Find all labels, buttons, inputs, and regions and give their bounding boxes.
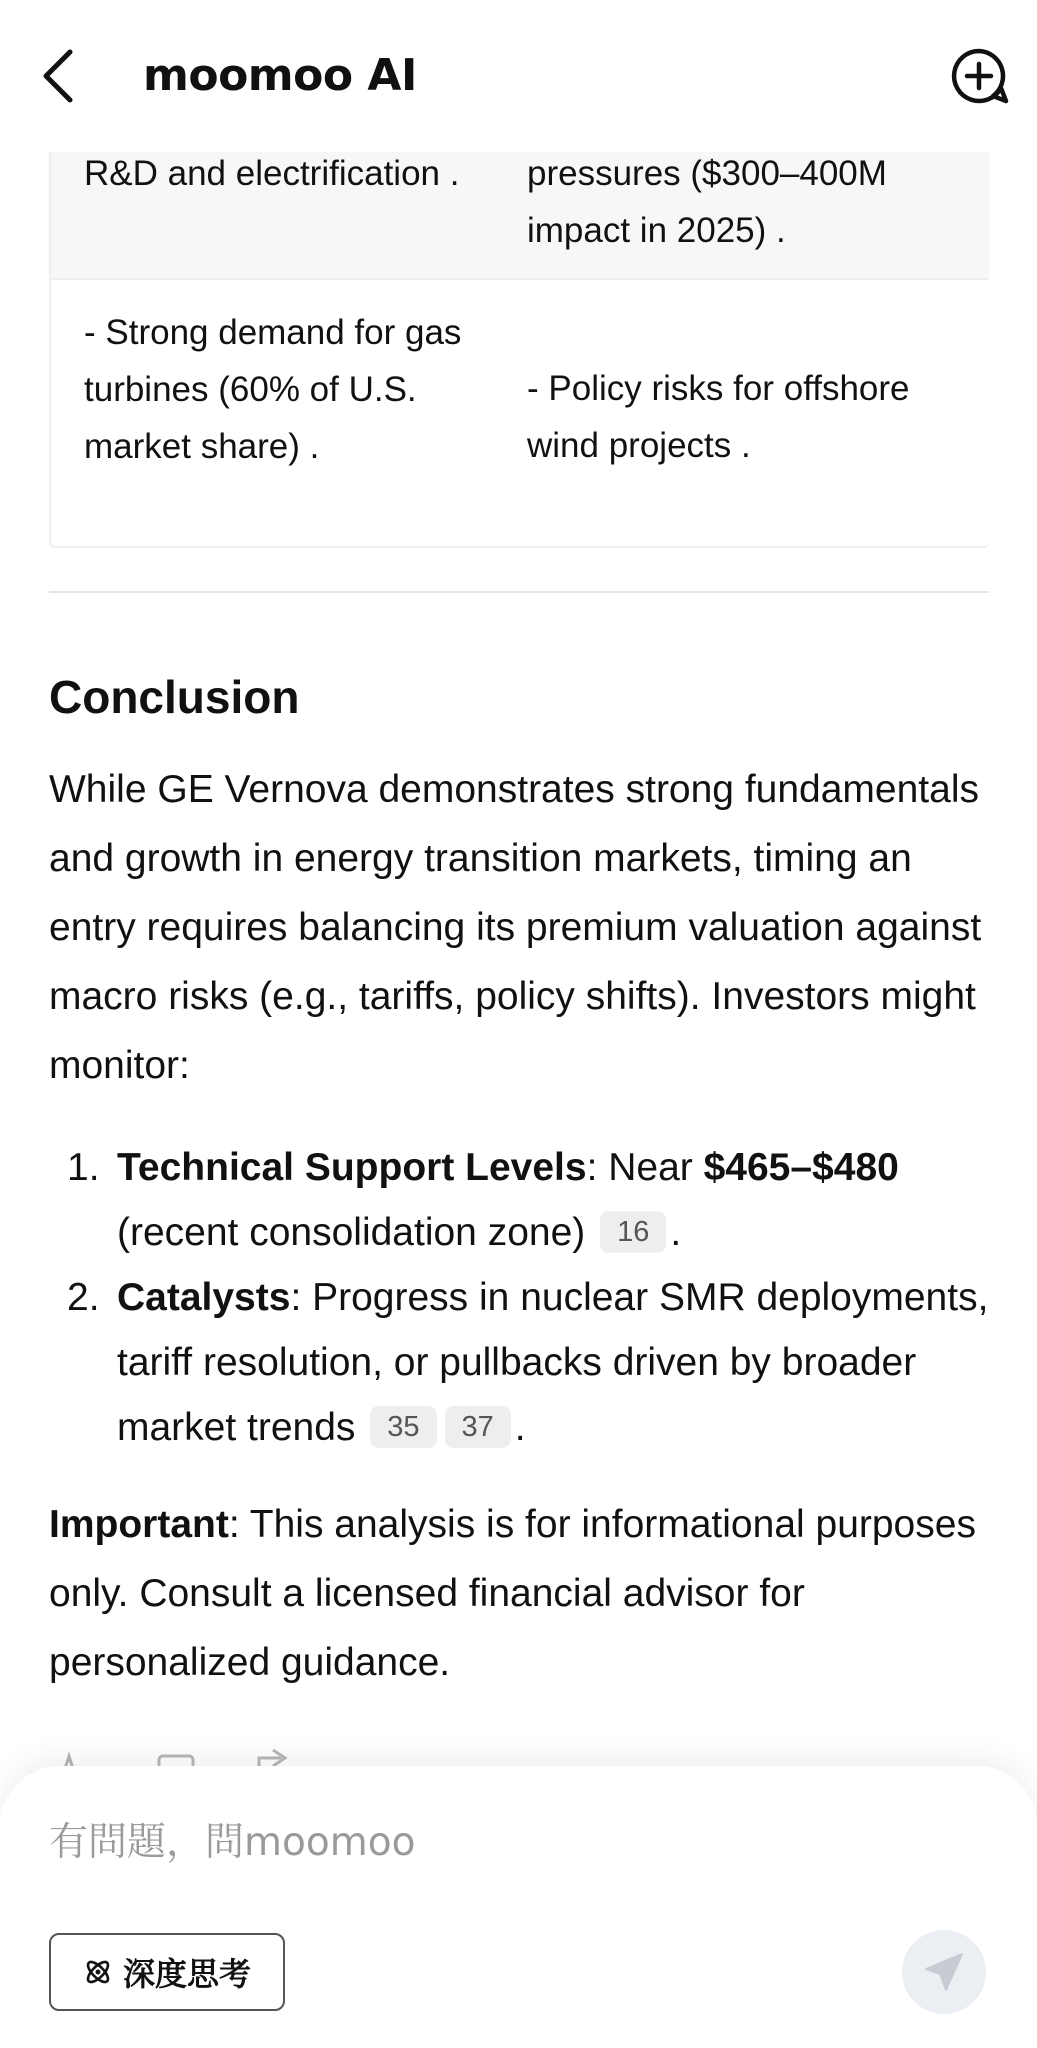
conclusion-intro: While GE Vernova demonstrates strong fundamentals and growth in energy transition markets, timing an entry requires balancing its premium valuation against macro risks (e.g., tariffs, policy shifts). Investors might monitor: bbox=[49, 768, 982, 1087]
chat-input-bar bbox=[0, 1766, 1037, 2048]
reference-chip[interactable]: 37 bbox=[445, 1406, 511, 1448]
item-end: . bbox=[670, 1211, 682, 1254]
back-button[interactable] bbox=[26, 44, 90, 108]
comparison-table bbox=[49, 110, 989, 548]
table-cell: - Policy risks for offshore wind projects . bbox=[527, 369, 910, 465]
reference-chip[interactable]: 35 bbox=[370, 1406, 436, 1448]
plus-chat-icon bbox=[949, 46, 1009, 106]
important-text: : This analysis is for informational purposes only. Consult a licensed financial advisor for personalized guidance. bbox=[49, 1503, 976, 1684]
send-icon bbox=[922, 1950, 966, 1994]
top-bar bbox=[0, 0, 1037, 152]
reference-chip[interactable]: 16 bbox=[600, 1211, 666, 1253]
table-row bbox=[51, 278, 989, 548]
deep-think-label: 深度思考 bbox=[122, 1955, 251, 1993]
monitor-list bbox=[49, 1135, 999, 1460]
page-title: moomoo AI bbox=[143, 50, 417, 101]
atom-icon bbox=[83, 1957, 113, 1987]
important-note bbox=[49, 1490, 999, 1697]
item-text: (recent consolidation zone) bbox=[117, 1211, 586, 1254]
new-chat-button[interactable] bbox=[947, 44, 1011, 108]
section-divider bbox=[49, 591, 989, 593]
item-text: : Near bbox=[586, 1146, 704, 1189]
send-button[interactable] bbox=[902, 1930, 986, 2014]
important-label: Important bbox=[49, 1503, 229, 1546]
chat-input[interactable]: 有問題，問moomoo bbox=[49, 1820, 416, 1865]
item-bold-label: Technical Support Levels bbox=[117, 1146, 587, 1189]
table-cell: - Strong demand for gas turbines (60% of U.S. market share) . bbox=[84, 313, 462, 466]
item-bold-value: $465–$480 bbox=[703, 1146, 899, 1189]
item-text: : Progress in nuclear SMR deployments, tariff resolution, or pullbacks driven by broader market trends bbox=[117, 1276, 989, 1449]
table-cell: R&D and electrification . bbox=[84, 154, 460, 193]
table-cell: pressures ($300–400M impact in 2025) . bbox=[527, 154, 887, 250]
item-bold-label: Catalysts bbox=[117, 1276, 291, 1319]
list-number: 1. bbox=[67, 1146, 100, 1189]
item-end: . bbox=[514, 1406, 526, 1449]
list-item bbox=[49, 1135, 999, 1265]
list-item bbox=[49, 1265, 999, 1460]
chevron-left-icon bbox=[38, 48, 78, 104]
deep-think-button[interactable] bbox=[49, 1933, 285, 2011]
conclusion-heading: Conclusion bbox=[49, 671, 300, 723]
list-number: 2. bbox=[67, 1276, 100, 1319]
